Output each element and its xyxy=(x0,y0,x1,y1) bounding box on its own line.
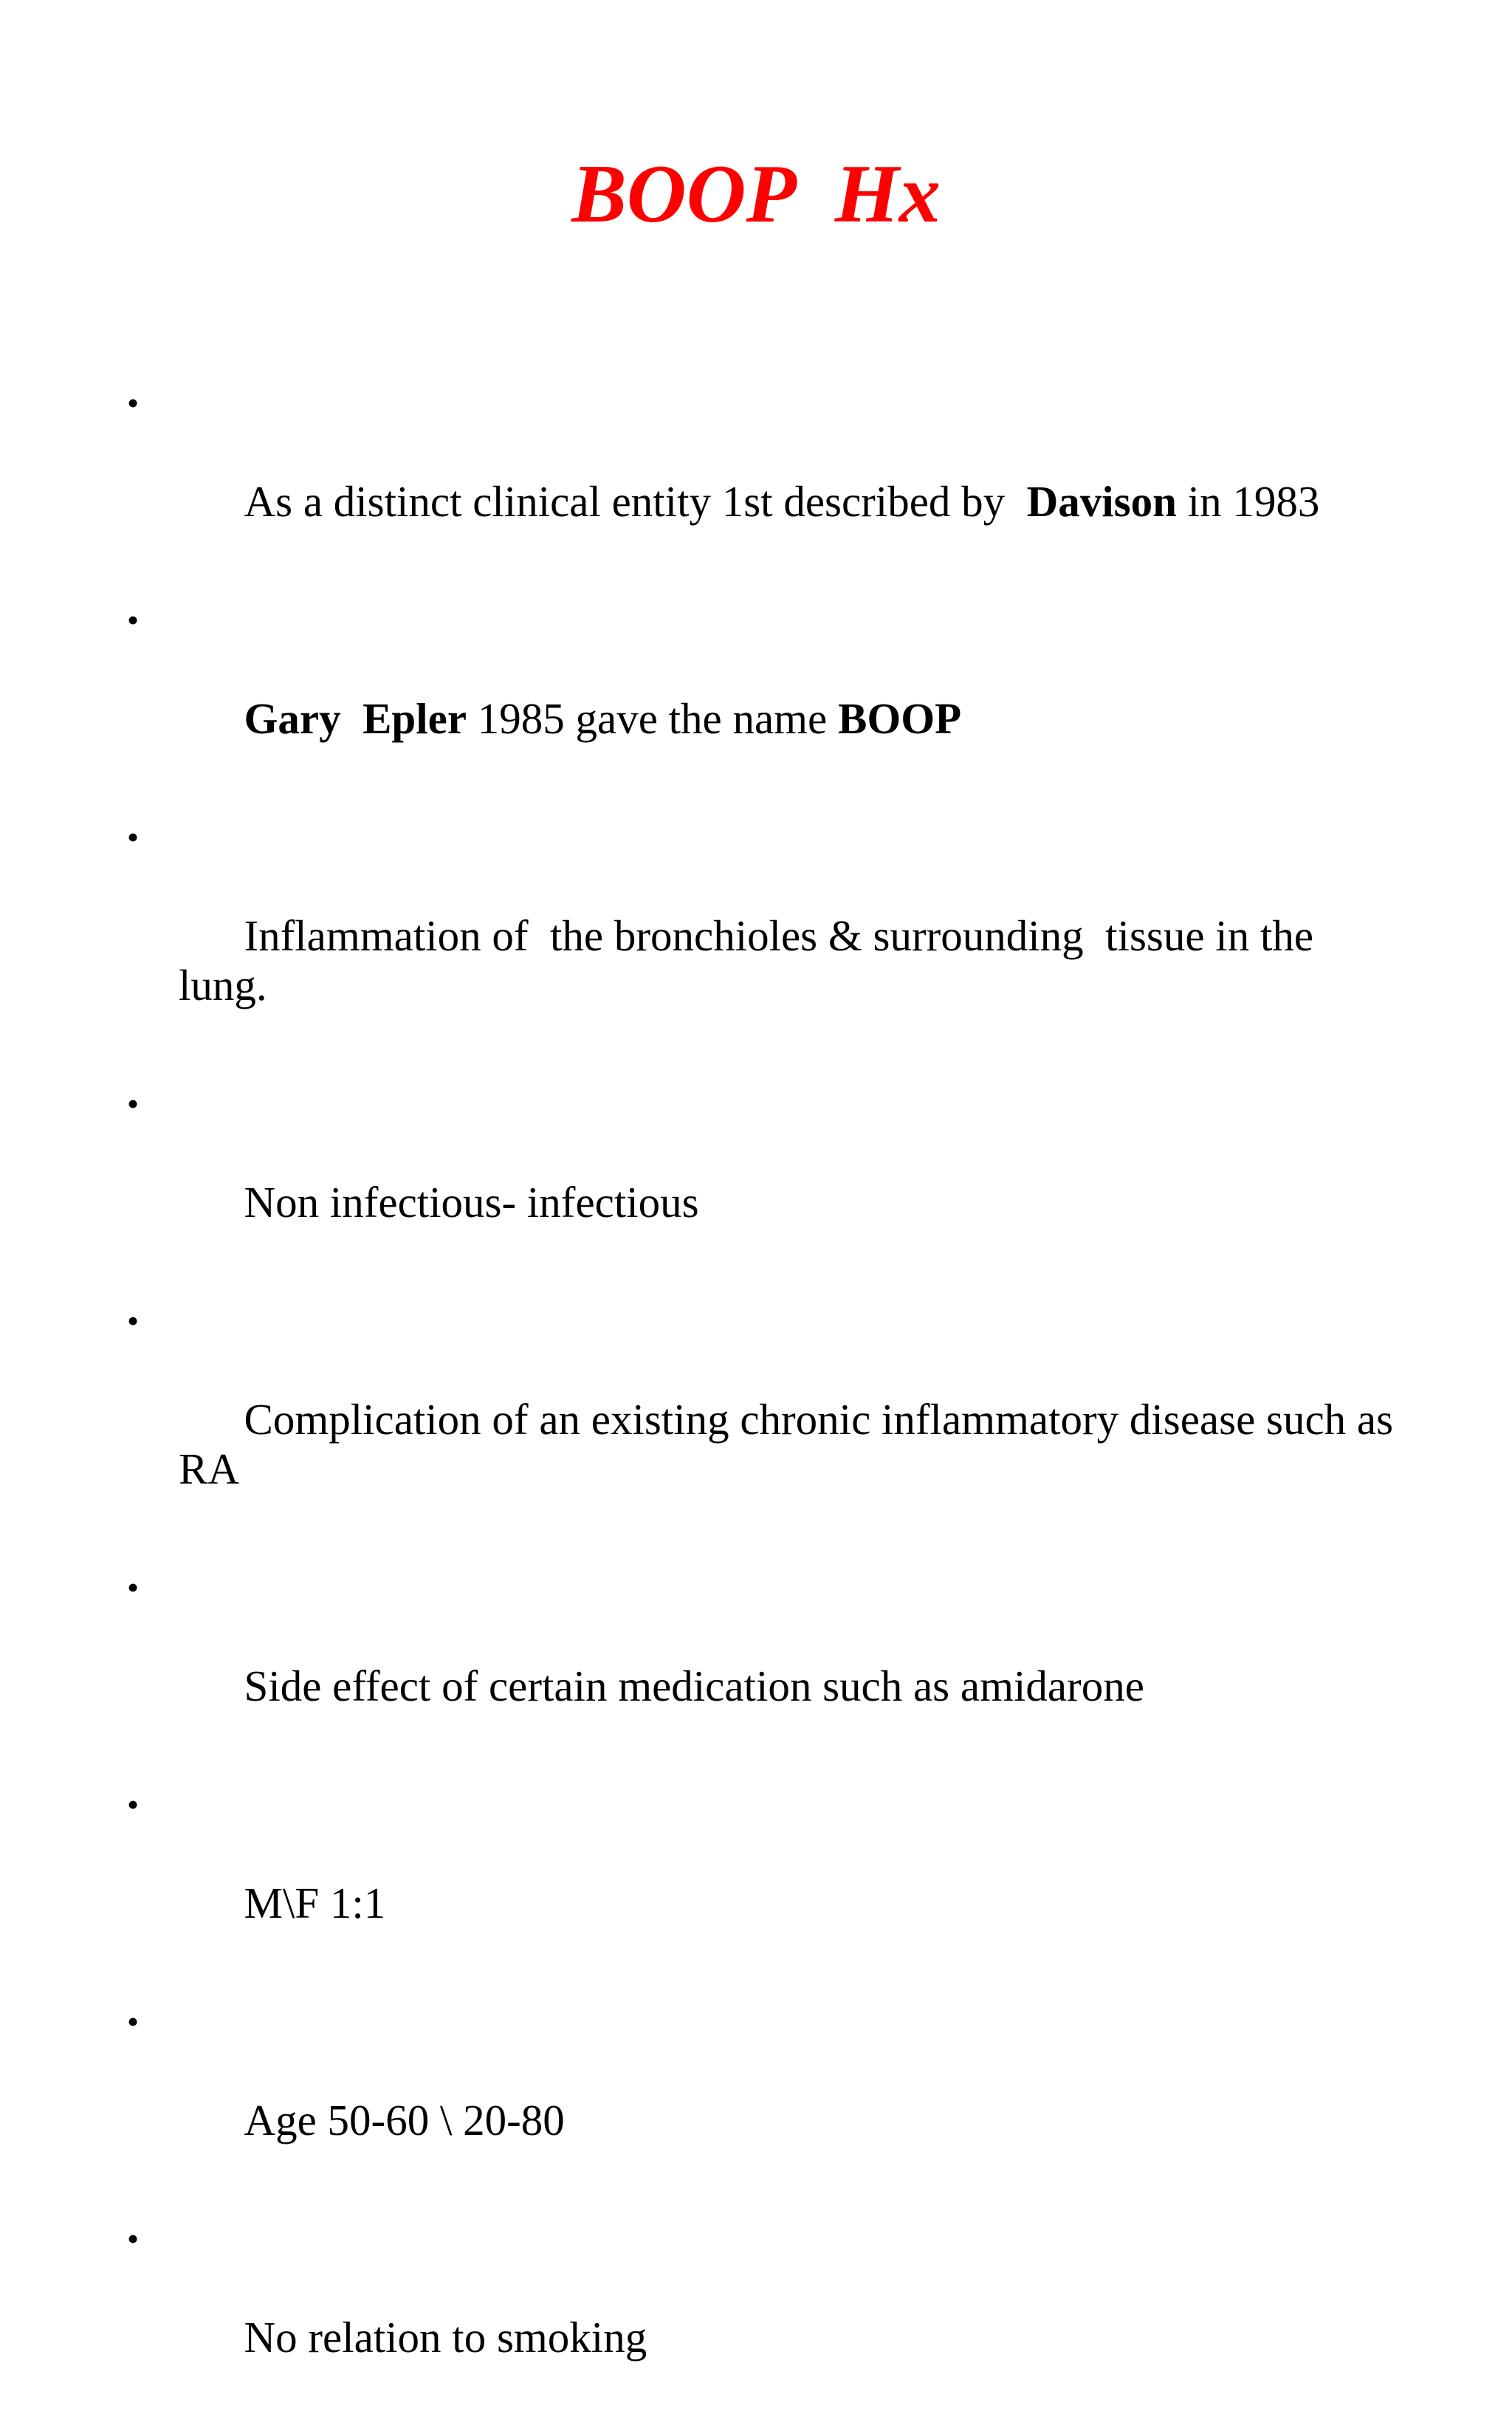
bullet-item xyxy=(127,1079,1412,1277)
bullet-icon: • xyxy=(127,1302,140,1340)
bullet-text: Complication of an existing chronic inflammatory disease such as RA xyxy=(179,1395,1404,1493)
bullet-icon: • xyxy=(127,2003,140,2040)
bullet-text: Inflammation of the bronchioles & surrounding tissue in the lung. xyxy=(179,911,1324,1009)
bullet-item xyxy=(127,595,1412,793)
bullet-text: Non infectious- infectious xyxy=(244,1178,699,1227)
bullet-text-segment: As a distinct clinical entity 1st described by xyxy=(244,477,1027,526)
bullet-icon: • xyxy=(127,1568,140,1606)
bullet-text xyxy=(244,477,1320,526)
bullet-item xyxy=(127,2214,1412,2412)
bullet-text: No relation to smoking xyxy=(244,2313,647,2362)
bullet-text xyxy=(244,694,962,743)
bullet-text-segment: 1985 gave the name xyxy=(467,694,838,743)
bullet-icon: • xyxy=(127,1085,140,1122)
slide-title: BOOP Hx xyxy=(571,148,941,240)
bullet-item xyxy=(127,378,1412,576)
bullet-item xyxy=(127,1296,1412,1543)
bullet-item xyxy=(127,1997,1412,2195)
bullet-text: Side effect of certain medication such as amidarone xyxy=(244,1662,1144,1710)
bullet-text-segment: in 1983 xyxy=(1176,477,1320,526)
bullet-item xyxy=(127,1780,1412,1978)
bullet-icon: • xyxy=(127,818,140,856)
bullet-list xyxy=(127,378,1412,2431)
bullet-icon: • xyxy=(127,601,140,639)
bullet-item xyxy=(127,812,1412,1060)
bullet-text: Age 50-60 \ 20-80 xyxy=(244,2096,565,2144)
bullet-icon: • xyxy=(127,1786,140,1823)
bullet-text-bold: BOOP xyxy=(838,694,962,743)
bullet-text-bold: Gary Epler xyxy=(244,694,467,743)
bullet-icon: • xyxy=(127,384,140,422)
bullet-text-bold: Davison xyxy=(1026,477,1177,526)
bullet-item xyxy=(127,1563,1412,1760)
bullet-text: M\F 1:1 xyxy=(244,1879,386,1927)
bullet-icon: • xyxy=(127,2220,140,2257)
